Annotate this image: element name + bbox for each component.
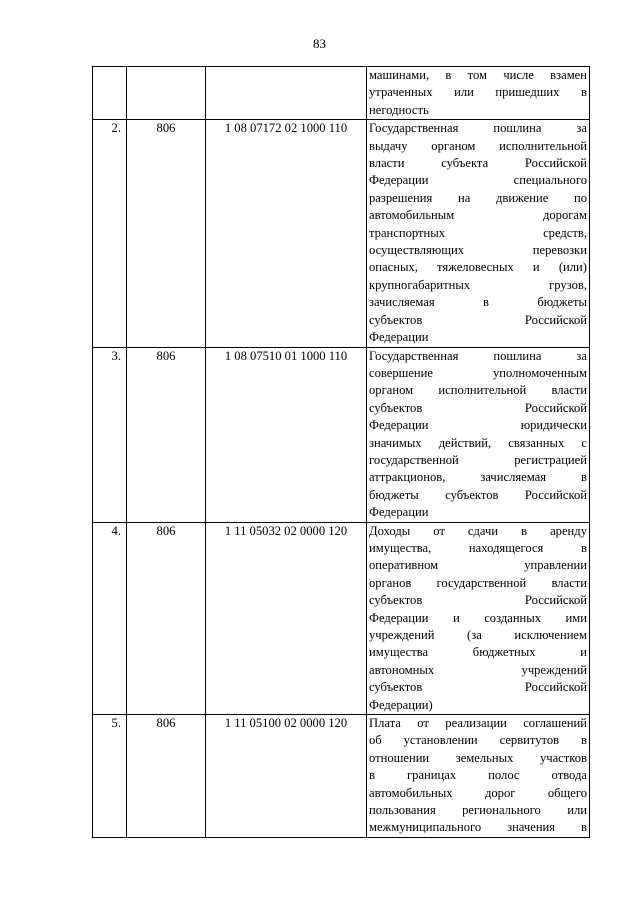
revenue-name-line: осуществляющих перевозки <box>369 243 587 258</box>
admin-code-cell <box>127 67 206 120</box>
revenue-name-line: пользования регионального или <box>369 803 587 818</box>
revenue-name-line: учреждений (за исключением <box>369 628 587 642</box>
revenue-name-line: субъектов Российской <box>369 593 587 608</box>
revenue-name-line: автономных учреждений <box>369 662 587 677</box>
revenue-name-line: аттракционов, зачисляемая в <box>369 470 587 485</box>
row-number-cell: 4. <box>93 522 127 714</box>
revenue-name-line: утраченных или пришедших в <box>369 85 587 100</box>
revenue-name-line: Федерации <box>369 505 429 520</box>
admin-code-cell: 806 <box>127 120 206 347</box>
table-body <box>93 67 590 838</box>
revenue-name-line: выдачу органом исполнительной <box>369 138 587 153</box>
revenue-name-line: субъектов Российской <box>369 400 587 415</box>
revenue-name-line: отношении земельных участков <box>369 750 587 765</box>
admin-code-cell: 806 <box>127 522 206 714</box>
revenue-name-cell <box>367 522 590 714</box>
revenue-name-line: в границах полос отвода <box>369 768 587 783</box>
revenue-name-cell <box>367 715 590 838</box>
revenue-name-line: Плата от реализации соглашений <box>369 716 587 731</box>
revenue-name-cell <box>367 120 590 347</box>
revenue-code-cell <box>206 67 367 120</box>
revenue-name-line: Федерации) <box>369 697 433 712</box>
table-row <box>93 347 590 522</box>
revenue-name-line: опасных, тяжеловесных и (или) <box>369 260 587 275</box>
revenue-name-line: Доходы от сдачи в аренду <box>369 523 587 538</box>
table-row <box>93 67 590 120</box>
revenue-name-line: имущества бюджетных и <box>369 645 587 660</box>
revenue-name-line: государственной регистрацией <box>369 452 587 467</box>
revenue-name-line: зачисляемая в бюджеты <box>369 295 587 310</box>
revenue-name-line: транспортных средств, <box>369 225 587 240</box>
revenue-codes-table <box>92 66 590 838</box>
revenue-name-line: совершение уполномоченным <box>369 365 587 380</box>
row-number-cell: 3. <box>93 347 127 522</box>
revenue-name-line: Федерации и созданных ими <box>369 610 587 625</box>
table-row <box>93 522 590 714</box>
revenue-code-cell: 1 08 07172 02 1000 110 <box>206 120 367 347</box>
row-number-cell <box>93 67 127 120</box>
table-row <box>93 120 590 347</box>
page-number: 83 <box>313 36 326 51</box>
row-number-cell: 5. <box>93 715 127 838</box>
revenue-name-line: власти субъекта Российской <box>369 156 587 171</box>
revenue-code-cell: 1 11 05032 02 0000 120 <box>206 522 367 714</box>
revenue-name-line: бюджеты субъектов Российской <box>369 487 587 502</box>
revenue-name-line: Федерации <box>369 330 429 345</box>
revenue-name-line: негодность <box>369 102 429 117</box>
admin-code-cell: 806 <box>127 715 206 838</box>
revenue-name-line: Федерации специального <box>369 173 587 188</box>
revenue-name-line: субъектов Российской <box>369 312 587 327</box>
admin-code-cell: 806 <box>127 347 206 522</box>
revenue-name-line: значимых действий, связанных с <box>369 435 587 450</box>
revenue-name-cell <box>367 347 590 522</box>
revenue-name-line: субъектов Российской <box>369 680 587 695</box>
revenue-name-line: Государственная пошлина за <box>369 121 587 136</box>
revenue-name-cell <box>367 67 590 120</box>
revenue-name-line: Федерации юридически <box>369 418 587 433</box>
table-row <box>93 715 590 838</box>
revenue-name-line: разрешения на движение по <box>369 190 587 205</box>
revenue-name-line: межмуниципального значения в <box>369 820 587 835</box>
revenue-name-line: автомобильных дорог общего <box>369 785 587 800</box>
revenue-name-line: органов государственной власти <box>369 575 587 590</box>
revenue-code-cell: 1 08 07510 01 1000 110 <box>206 347 367 522</box>
revenue-code-cell: 1 11 05100 02 0000 120 <box>206 715 367 838</box>
revenue-name-line: крупногабаритных грузов, <box>369 277 587 292</box>
revenue-name-line: оперативном управлении <box>369 558 587 573</box>
revenue-name-line: автомобильным дорогам <box>369 208 587 223</box>
revenue-name-line: имущества, находящегося в <box>369 540 587 555</box>
revenue-name-line: органом исполнительной власти <box>369 383 587 398</box>
revenue-name-line: Государственная пошлина за <box>369 348 587 363</box>
row-number-cell: 2. <box>93 120 127 347</box>
revenue-name-line: машинами, в том числе взамен <box>369 68 587 82</box>
revenue-name-line: об установлении сервитутов в <box>369 733 587 748</box>
